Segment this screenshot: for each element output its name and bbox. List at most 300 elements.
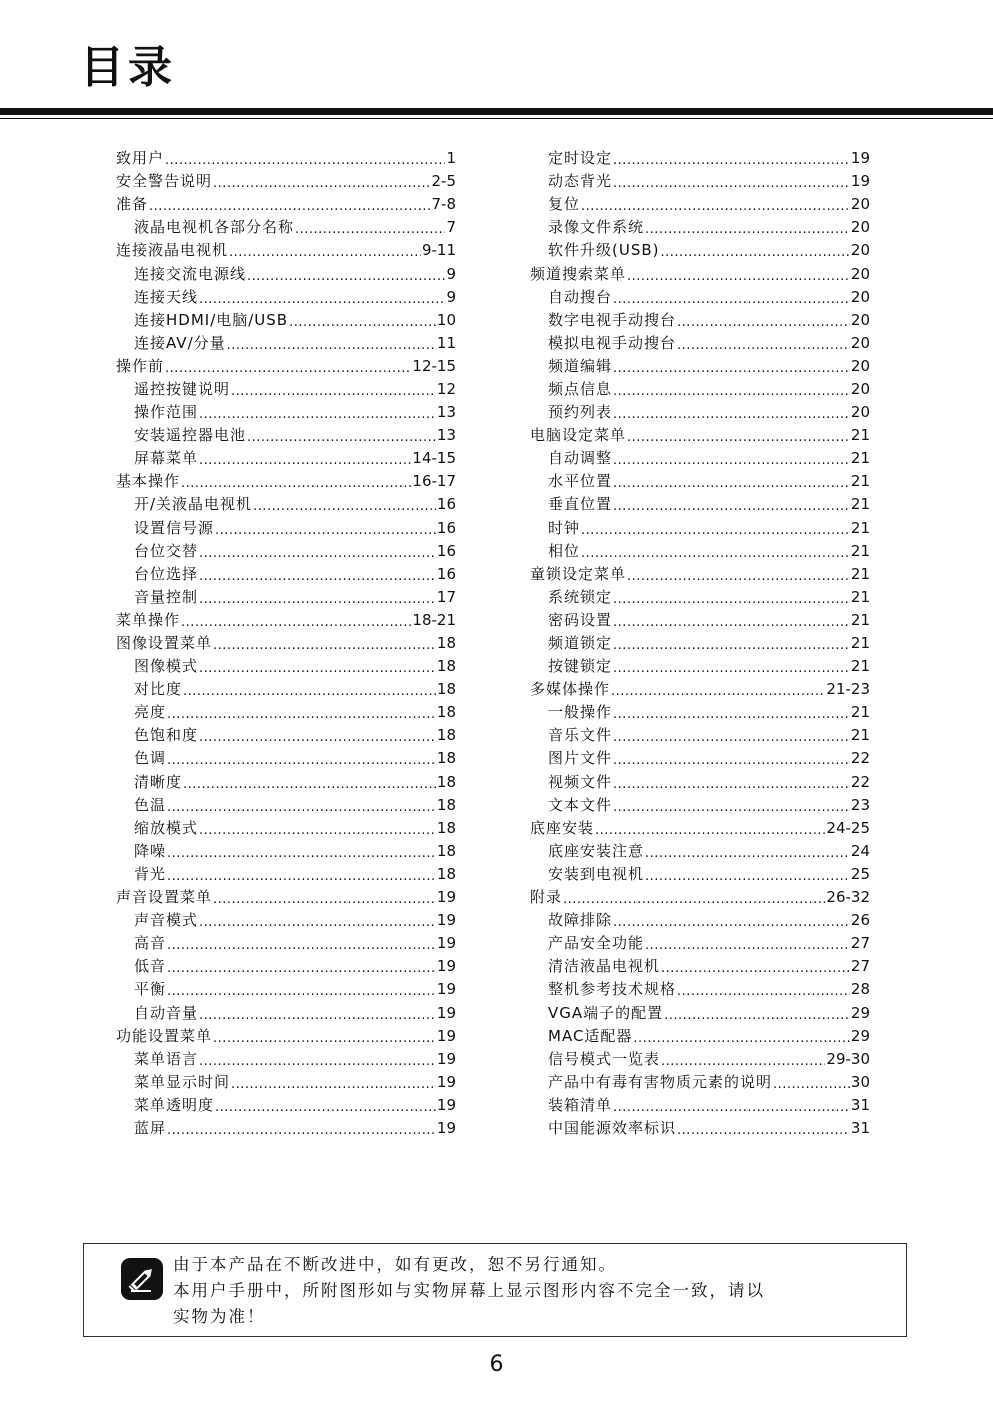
toc-entry-page: 21	[850, 449, 870, 468]
toc-dot-leader	[165, 359, 411, 374]
toc-entry[interactable]	[530, 609, 870, 632]
toc-entry-page: 23	[850, 795, 870, 814]
toc-entry[interactable]	[530, 378, 870, 401]
toc-dot-leader	[661, 1052, 825, 1067]
toc-entry-label: 设置信号源	[134, 518, 215, 537]
toc-entry-label: 亮度	[134, 703, 167, 722]
toc-entry-page: 20	[850, 403, 870, 422]
toc-dot-leader	[645, 844, 850, 859]
toc-entry-page: 31	[850, 1095, 870, 1114]
toc-entry-page: 13	[436, 403, 456, 422]
toc-dot-leader	[595, 821, 825, 836]
toc-dot-leader	[167, 705, 436, 720]
toc-entry[interactable]	[116, 540, 456, 563]
toc-entry-page: 20	[850, 287, 870, 306]
toc-entry-page: 9-11	[421, 241, 456, 260]
toc-entry-label: 底座安装	[530, 818, 595, 837]
toc-dot-leader	[167, 959, 436, 974]
toc-entry-label: 安装到电视机	[548, 864, 645, 883]
toc-entry-label: 连接天线	[134, 287, 199, 306]
toc-entry-label: 色调	[134, 749, 167, 768]
toc-entry[interactable]	[530, 355, 870, 378]
toc-entry-label: 菜单透明度	[134, 1095, 215, 1114]
toc-entry[interactable]	[530, 932, 870, 955]
toc-entry[interactable]	[116, 424, 456, 447]
toc-entry[interactable]	[530, 470, 870, 493]
toc-entry[interactable]	[530, 1117, 870, 1140]
toc-entry-label: 安全警告说明	[116, 172, 213, 191]
toc-entry-label: 清晰度	[134, 772, 183, 791]
toc-entry-label: 电脑设定菜单	[530, 426, 627, 445]
toc-entry-label: 对比度	[134, 680, 183, 699]
toc-dot-leader	[167, 982, 436, 997]
toc-entry-label: 屏幕菜单	[134, 449, 199, 468]
toc-entry-page: 7-8	[431, 195, 456, 214]
toc-entry-label: 频道编辑	[548, 356, 613, 375]
toc-entry[interactable]	[530, 239, 870, 262]
toc-entry[interactable]	[530, 817, 870, 840]
toc-entry[interactable]	[530, 863, 870, 886]
toc-entry[interactable]	[530, 332, 870, 355]
toc-entry[interactable]	[116, 863, 456, 886]
toc-entry-page: 27	[850, 934, 870, 953]
title-rule	[0, 108, 993, 115]
toc-entry[interactable]	[530, 309, 870, 332]
toc-entry[interactable]	[530, 840, 870, 863]
toc-dot-leader	[627, 567, 850, 582]
toc-entry-page: 11	[436, 333, 456, 352]
toc-dot-leader	[227, 336, 436, 351]
toc-dot-leader	[613, 590, 850, 605]
toc-entry-page: 18	[436, 634, 456, 653]
toc-entry-page: 26	[850, 911, 870, 930]
toc-entry[interactable]	[116, 447, 456, 470]
toc-entry-page: 30	[850, 1072, 870, 1091]
toc-entry[interactable]	[530, 517, 870, 540]
toc-entry-page: 18	[436, 657, 456, 676]
toc-entry-page: 19	[436, 888, 456, 907]
toc-entry-label: 文本文件	[548, 795, 613, 814]
toc-entry[interactable]	[530, 909, 870, 932]
toc-entry[interactable]	[116, 771, 456, 794]
toc-entry-label: 底座安装注意	[548, 841, 645, 860]
toc-entry-page: 25	[850, 864, 870, 883]
toc-dot-leader	[199, 544, 436, 559]
toc-entry[interactable]	[116, 517, 456, 540]
toc-entry-label: MAC适配器	[548, 1026, 633, 1045]
toc-entry[interactable]	[116, 355, 456, 378]
toc-dot-leader	[213, 174, 430, 189]
toc-entry-label: 操作前	[116, 356, 165, 375]
toc-dot-leader	[215, 521, 436, 536]
toc-entry-label: 附录	[530, 888, 563, 907]
toc-dot-leader	[181, 613, 411, 628]
toc-entry-page: 13	[436, 426, 456, 445]
toc-entry[interactable]	[530, 955, 870, 978]
toc-entry[interactable]	[116, 1117, 456, 1140]
toc-dot-leader	[664, 1006, 850, 1021]
page-number: 6	[489, 1352, 504, 1377]
toc-entry[interactable]	[530, 586, 870, 609]
toc-entry[interactable]	[530, 632, 870, 655]
toc-entry[interactable]	[530, 794, 870, 817]
toc-entry-page: 7	[446, 218, 456, 237]
toc-dot-leader	[183, 682, 436, 697]
toc-entry-label: 视频文件	[548, 772, 613, 791]
toc-dot-leader	[613, 451, 850, 466]
toc-entry-label: 水平位置	[548, 472, 613, 491]
toc-entry-label: 低音	[134, 957, 167, 976]
toc-entry-label: 开/关液晶电视机	[134, 495, 253, 514]
toc-entry[interactable]	[530, 262, 870, 285]
toc-entry-page: 19	[850, 172, 870, 191]
toc-entry-label: 高音	[134, 934, 167, 953]
toc-dot-leader	[613, 613, 850, 628]
toc-entry[interactable]	[530, 655, 870, 678]
toc-dot-leader	[613, 405, 850, 420]
toc-entry-page: 18	[436, 749, 456, 768]
toc-entry-label: 安装遥控器电池	[134, 426, 247, 445]
toc-entry[interactable]	[116, 470, 456, 493]
toc-entry-label: VGA端子的配置	[548, 1003, 664, 1022]
toc-entry-page: 21	[850, 634, 870, 653]
toc-entry[interactable]	[530, 401, 870, 424]
toc-entry-page: 18	[436, 841, 456, 860]
toc-entry[interactable]	[116, 1071, 456, 1094]
toc-entry[interactable]	[530, 286, 870, 309]
toc-dot-leader	[773, 1075, 850, 1090]
toc-entry-page: 20	[850, 195, 870, 214]
toc-dot-leader	[613, 798, 850, 813]
toc-entry-page: 16	[436, 541, 456, 560]
toc-dot-leader	[613, 174, 850, 189]
toc-dot-leader	[247, 267, 445, 282]
toc-dot-leader	[289, 313, 436, 328]
toc-entry-label: 蓝屏	[134, 1118, 167, 1137]
toc-dot-leader	[613, 751, 850, 766]
toc-dot-leader	[199, 913, 436, 928]
toc-entry[interactable]	[116, 609, 456, 632]
toc-entry[interactable]	[116, 586, 456, 609]
toc-entry[interactable]	[530, 424, 870, 447]
toc-entry[interactable]	[530, 1025, 870, 1048]
toc-entry[interactable]	[116, 1025, 456, 1048]
toc-entry-label: 录像文件系统	[548, 218, 645, 237]
toc-entry-page: 20	[850, 310, 870, 329]
toc-entry-page: 16	[436, 495, 456, 514]
toc-entry[interactable]	[116, 493, 456, 516]
toc-entry-page: 18	[436, 864, 456, 883]
toc-dot-leader	[613, 705, 850, 720]
toc-entry[interactable]	[116, 978, 456, 1001]
toc-entry-label: 系统锁定	[548, 587, 613, 606]
toc-entry-page: 19	[436, 1118, 456, 1137]
toc-dot-leader	[613, 290, 850, 305]
toc-entry-label: 频点信息	[548, 379, 613, 398]
toc-entry[interactable]	[116, 632, 456, 655]
toc-entry-label: 功能设置菜单	[116, 1026, 213, 1045]
toc-entry-label: 频道锁定	[548, 634, 613, 653]
toc-entry[interactable]	[530, 978, 870, 1001]
toc-dot-leader	[613, 775, 850, 790]
toc-entry[interactable]	[530, 1071, 870, 1094]
toc-dot-leader	[633, 1029, 849, 1044]
toc-entry[interactable]	[116, 332, 456, 355]
toc-entry-page: 24	[850, 841, 870, 860]
toc-entry-page: 20	[850, 379, 870, 398]
toc-entry[interactable]	[116, 1048, 456, 1071]
toc-dot-leader	[165, 151, 445, 166]
toc-entry-label: 连接HDMI/电脑/USB	[134, 310, 289, 329]
toc-entry-label: 操作范围	[134, 403, 199, 422]
toc-entry-page: 20	[850, 218, 870, 237]
toc-dot-leader	[247, 428, 436, 443]
toc-dot-leader	[611, 682, 825, 697]
toc-entry[interactable]	[116, 909, 456, 932]
toc-entry[interactable]	[116, 932, 456, 955]
toc-entry-label: 装箱清单	[548, 1095, 613, 1114]
toc-entry-page: 22	[850, 749, 870, 768]
toc-entry-page: 21	[850, 657, 870, 676]
toc-dot-leader	[645, 936, 850, 951]
toc-dot-leader	[613, 1098, 850, 1113]
toc-entry[interactable]	[116, 747, 456, 770]
toc-entry-page: 19	[850, 149, 870, 168]
notice-box	[83, 1243, 907, 1337]
toc-entry[interactable]	[530, 170, 870, 193]
toc-dot-leader	[231, 382, 436, 397]
toc-entry-label: 色温	[134, 795, 167, 814]
toc-dot-leader	[199, 659, 436, 674]
toc-entry-page: 10	[436, 310, 456, 329]
toc-dot-leader	[167, 844, 436, 859]
toc-entry-label: 故障排除	[548, 911, 613, 930]
toc-dot-leader	[661, 959, 850, 974]
toc-dot-leader	[627, 267, 850, 282]
toc-entry-page: 24-25	[826, 818, 870, 837]
toc-entry[interactable]	[530, 701, 870, 724]
toc-entry-label: 多媒体操作	[530, 680, 611, 699]
toc-entry[interactable]	[530, 1048, 870, 1071]
toc-entry-page: 20	[850, 264, 870, 283]
toc-entry[interactable]	[530, 747, 870, 770]
toc-entry-page: 20	[850, 333, 870, 352]
toc-entry-label: 基本操作	[116, 472, 181, 491]
toc-entry-label: 复位	[548, 195, 581, 214]
toc-dot-leader	[645, 220, 850, 235]
toc-entry-label: 产品中有毒有害物质元素的说明	[548, 1072, 773, 1091]
toc-dot-leader	[295, 220, 445, 235]
toc-entry[interactable]	[530, 771, 870, 794]
toc-dot-leader	[199, 405, 436, 420]
toc-entry-page: 21	[850, 472, 870, 491]
toc-entry[interactable]	[530, 447, 870, 470]
toc-entry-label: 整机参考技术规格	[548, 980, 677, 999]
toc-dot-leader	[199, 1006, 436, 1021]
toc-entry-page: 21	[850, 541, 870, 560]
toc-entry[interactable]	[116, 378, 456, 401]
toc-entry[interactable]	[116, 955, 456, 978]
toc-entry[interactable]	[116, 794, 456, 817]
toc-entry-label: 自动音量	[134, 1003, 199, 1022]
toc-entry[interactable]	[530, 193, 870, 216]
toc-dot-leader	[677, 1121, 850, 1136]
toc-entry[interactable]	[530, 563, 870, 586]
toc-entry[interactable]	[116, 1001, 456, 1024]
toc-entry-page: 19	[436, 1072, 456, 1091]
toc-entry[interactable]	[116, 701, 456, 724]
toc-entry-page: 12-15	[412, 356, 456, 375]
toc-entry[interactable]	[530, 886, 870, 909]
toc-entry[interactable]	[116, 239, 456, 262]
toc-entry-page: 21	[850, 564, 870, 583]
toc-entry[interactable]	[116, 678, 456, 701]
toc-entry-label: 产品安全功能	[548, 934, 645, 953]
toc-entry[interactable]	[116, 817, 456, 840]
toc-entry-page: 21	[850, 518, 870, 537]
toc-entry-page: 19	[436, 911, 456, 930]
toc-dot-leader	[253, 497, 436, 512]
toc-entry-label: 软件升级(USB)	[548, 241, 660, 260]
toc-dot-leader	[613, 382, 850, 397]
toc-entry-label: 图片文件	[548, 749, 613, 768]
toc-dot-leader	[167, 936, 436, 951]
toc-entry[interactable]	[530, 724, 870, 747]
toc-entry[interactable]	[530, 216, 870, 239]
toc-entry-label: 色饱和度	[134, 726, 199, 745]
toc-entry[interactable]	[116, 563, 456, 586]
toc-dot-leader	[167, 867, 436, 882]
toc-dot-leader	[613, 151, 850, 166]
toc-entry-page: 2-5	[431, 172, 456, 191]
pencil-note-icon	[121, 1258, 163, 1300]
toc-entry-label: 模拟电视手动搜台	[548, 333, 677, 352]
toc-entry[interactable]	[116, 724, 456, 747]
toc-entry-label: 音量控制	[134, 587, 199, 606]
toc-entry-page: 20	[850, 241, 870, 260]
toc-entry-page: 21	[850, 495, 870, 514]
toc-dot-leader	[613, 728, 850, 743]
toc-dot-leader	[199, 290, 445, 305]
toc-entry-page: 9	[446, 264, 456, 283]
toc-dot-leader	[167, 1121, 436, 1136]
toc-dot-leader	[199, 590, 436, 605]
toc-entry[interactable]	[116, 1094, 456, 1117]
toc-entry[interactable]	[116, 886, 456, 909]
toc-entry-page: 16	[436, 564, 456, 583]
toc-dot-leader	[213, 636, 436, 651]
toc-entry[interactable]	[116, 840, 456, 863]
toc-entry-page: 21	[850, 610, 870, 629]
toc-entry[interactable]	[530, 147, 870, 170]
toc-entry-label: 台位交替	[134, 541, 199, 560]
toc-entry-label: 密码设置	[548, 610, 613, 629]
toc-entry-page: 20	[850, 356, 870, 375]
toc-entry-page: 29-30	[826, 1049, 870, 1068]
toc-entry[interactable]	[530, 1001, 870, 1024]
toc-entry-page: 19	[436, 980, 456, 999]
toc-dot-leader	[627, 428, 850, 443]
toc-entry[interactable]	[116, 309, 456, 332]
toc-dot-leader	[613, 913, 850, 928]
toc-entry-label: 菜单操作	[116, 610, 181, 629]
toc-dot-leader	[199, 451, 411, 466]
toc-entry-page: 18	[436, 818, 456, 837]
toc-dot-leader	[677, 313, 850, 328]
toc-left-column	[116, 147, 456, 1140]
notice-line: 实物为准！	[173, 1307, 266, 1326]
toc-dot-leader	[167, 751, 436, 766]
toc-entry[interactable]	[530, 678, 870, 701]
toc-dot-leader	[581, 544, 850, 559]
toc-entry-label: 按键锁定	[548, 657, 613, 676]
toc-entry[interactable]	[530, 540, 870, 563]
toc-entry[interactable]	[116, 147, 456, 170]
notice-line: 本用户手册中，所附图形如与实物屏幕上显示图形内容不完全一致，请以	[173, 1281, 765, 1300]
notice-line: 由于本产品在不断改进中，如有更改，恕不另行通知。	[173, 1255, 617, 1274]
toc-entry-label: 自动调整	[548, 449, 613, 468]
toc-entry-page: 16-17	[412, 472, 456, 491]
toc-entry-page: 18	[436, 772, 456, 791]
toc-entry-label: 声音设置菜单	[116, 888, 213, 907]
toc-entry-page: 28	[850, 980, 870, 999]
toc-entry-label: 菜单显示时间	[134, 1072, 231, 1091]
toc-entry-page: 21-23	[826, 680, 870, 699]
toc-entry[interactable]	[116, 262, 456, 285]
toc-entry[interactable]	[116, 170, 456, 193]
toc-entry[interactable]	[116, 286, 456, 309]
toc-entry[interactable]	[116, 193, 456, 216]
toc-entry-label: 信号模式一览表	[548, 1049, 661, 1068]
toc-entry-page: 21	[850, 426, 870, 445]
toc-entry-page: 21	[850, 726, 870, 745]
toc-entry-label: 连接交流电源线	[134, 264, 247, 283]
toc-dot-leader	[661, 243, 850, 258]
toc-dot-leader	[677, 982, 850, 997]
toc-dot-leader	[199, 1052, 436, 1067]
toc-entry-page: 18	[436, 726, 456, 745]
toc-dot-leader	[563, 890, 825, 905]
toc-entry[interactable]	[530, 493, 870, 516]
toc-entry-page: 19	[436, 1095, 456, 1114]
toc-entry[interactable]	[530, 1094, 870, 1117]
toc-entry-page: 18-21	[412, 610, 456, 629]
toc-entry[interactable]	[116, 216, 456, 239]
toc-dot-leader	[613, 359, 850, 374]
toc-dot-leader	[213, 890, 436, 905]
toc-entry-label: 缩放模式	[134, 818, 199, 837]
toc-right-column	[530, 147, 870, 1140]
toc-entry-label: 平衡	[134, 980, 167, 999]
toc-dot-leader	[213, 1029, 436, 1044]
toc-entry-page: 18	[436, 795, 456, 814]
toc-entry-page: 29	[850, 1003, 870, 1022]
toc-entry[interactable]	[116, 655, 456, 678]
toc-entry-label: 童锁设定菜单	[530, 564, 627, 583]
toc-dot-leader	[215, 1098, 436, 1113]
toc-entry-label: 降噪	[134, 841, 167, 860]
toc-entry-page: 19	[436, 957, 456, 976]
toc-entry[interactable]	[116, 401, 456, 424]
toc-entry-label: 自动搜台	[548, 287, 613, 306]
toc-entry-page: 9	[446, 287, 456, 306]
toc-dot-leader	[229, 243, 421, 258]
toc-dot-leader	[581, 521, 850, 536]
toc-entry-label: 预约列表	[548, 403, 613, 422]
toc-entry-page: 27	[850, 957, 870, 976]
toc-entry-label: 致用户	[116, 149, 165, 168]
toc-entry-label: 连接液晶电视机	[116, 241, 229, 260]
